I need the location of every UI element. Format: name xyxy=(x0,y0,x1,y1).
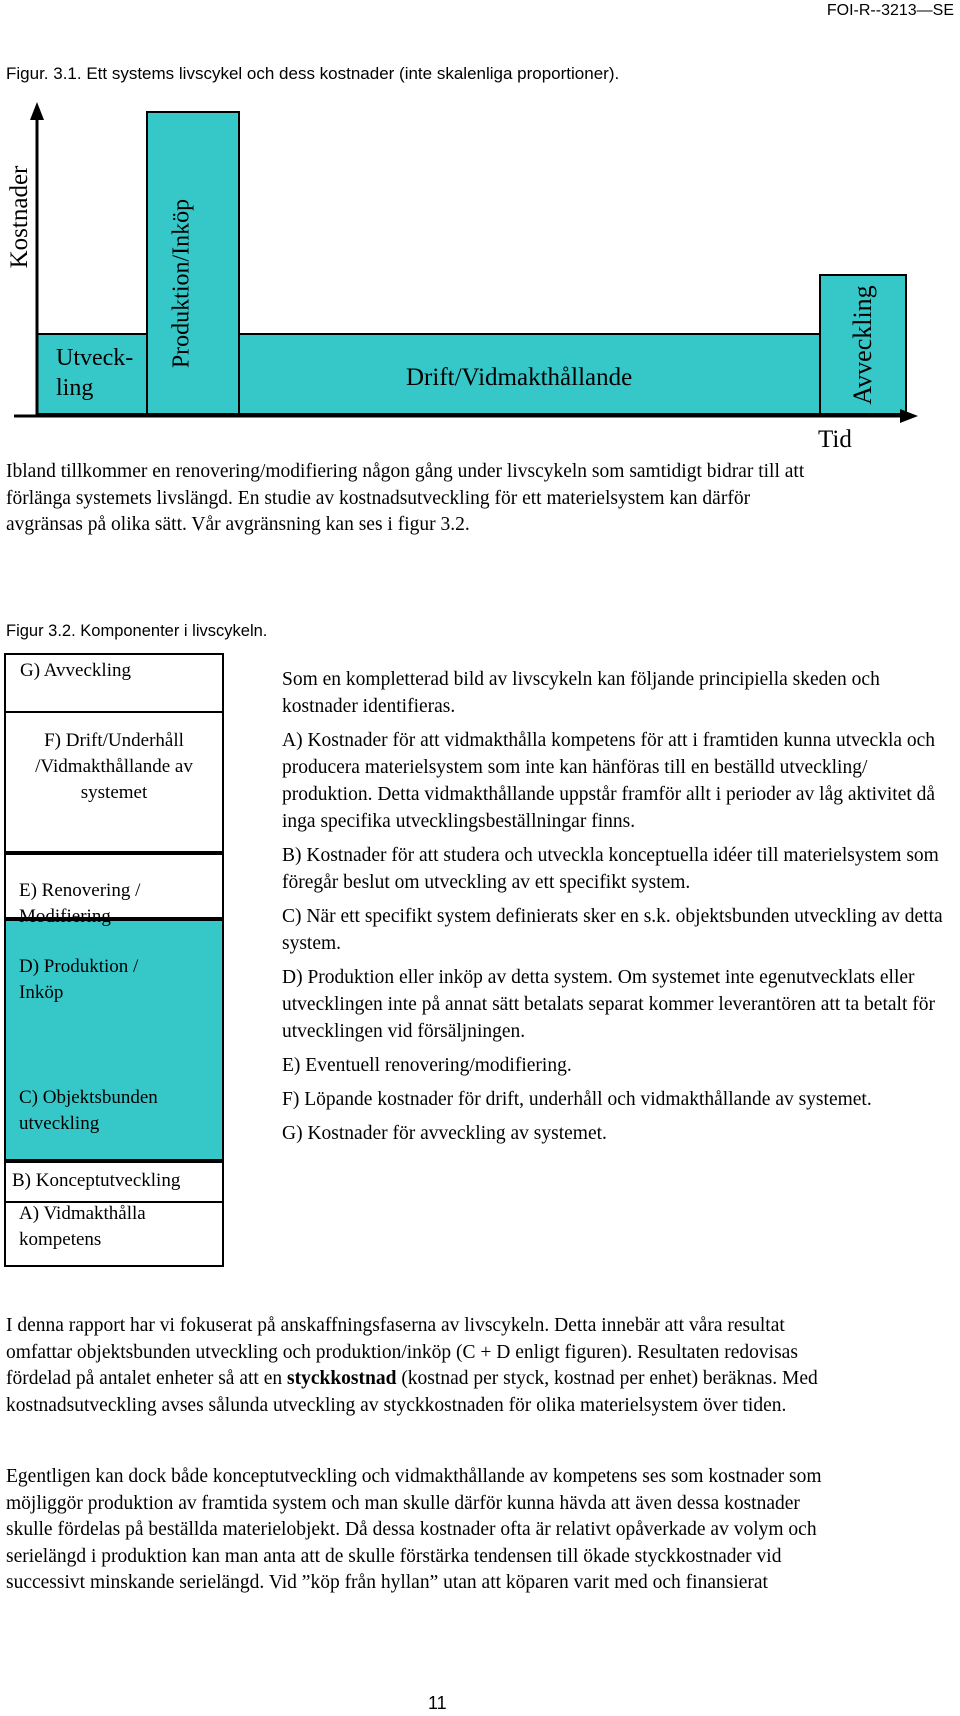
description-f xyxy=(282,1086,957,1113)
page-number: 11 xyxy=(428,1693,447,1713)
component-c-label: C) Objektsbunden utveckling xyxy=(19,1087,158,1134)
description-c-key: C) xyxy=(282,906,302,927)
description-g-text: Kostnader för avveckling av systemet. xyxy=(302,1123,607,1144)
phase-produktion-label: Produktion/Inköp xyxy=(168,198,195,369)
description-d-text: Produktion eller inköp av detta system. Om systemet inte egenutvecklats eller utvecklingen inte på annat sätt betalats separat kommer leverantören att ta betalt för utvecklingen vid försäljningen. xyxy=(282,967,935,1042)
description-g xyxy=(282,1120,957,1147)
description-c xyxy=(282,903,957,957)
component-b-label: B) Konceptutveckling xyxy=(12,1170,181,1191)
descriptions-intro: Som en kompletterad bild av livscykeln kan följande principiella skeden och kostnader identifieras. xyxy=(282,669,880,717)
x-axis-arrow-icon xyxy=(900,409,918,423)
component-g-label: G) Avveckling xyxy=(20,660,131,681)
y-axis-label: Kostnader xyxy=(6,165,33,269)
description-e-key: E) xyxy=(282,1055,301,1076)
phase-avveckling-label: Avveckling xyxy=(848,285,877,405)
paragraph-concept: Egentligen kan dock både konceptutveckling och vidmakthållande av kompetens ses som kostnader som möjliggör produktion av framtida system och man skulle därför kunna hävda att även dessa kostnader skulle fördelas på beställda materielobjekt. Då dessa kostnader ofta är relativt opåverkade av volym och serielängd i produktion kan man anta att de skulle förstärka tendensen till ökade styckkostnader vid successivt minskande serielängd. Vid ”köp från hyllan” utan att köparen varit med och finansierat xyxy=(6,1466,822,1593)
description-e-text: Eventuell renovering/modifiering. xyxy=(300,1055,572,1076)
description-a xyxy=(282,727,957,835)
phase-utveckling-label-line1: Utveck- xyxy=(56,345,134,371)
component-descriptions xyxy=(282,666,957,1154)
document-code: FOI-R--3213—SE xyxy=(826,2,954,19)
x-axis-label: Tid xyxy=(818,426,852,453)
paragraph-focus-part1: I denna rapport har vi fokuserat på anskaffningsfaserna av livscykeln. Detta innebär att våra resultat omfattar objektsbunden utveckling och produktion/inköp (C + D enligt figuren). Resultaten redovisas fördelad på antalet enheter så att en xyxy=(6,1315,798,1389)
description-e xyxy=(282,1052,957,1079)
phase-drift-label: Drift/Vidmakthållande xyxy=(406,364,633,391)
figure2-caption: Figur 3.2. Komponenter i livscykeln. xyxy=(6,622,268,640)
description-b-text: Kostnader för att studera och utveckla konceptuella idéer till materielsystem som föregår beslut om utveckling av ett specifikt system. xyxy=(282,845,939,893)
description-f-text: Löpande kostnader för drift, underhåll och vidmakthållande av systemet. xyxy=(299,1089,872,1110)
paragraph-focus xyxy=(6,1313,836,1419)
y-axis-arrow-icon xyxy=(30,102,44,120)
description-g-key: G) xyxy=(282,1123,303,1144)
phase-utveckling-label xyxy=(56,343,133,403)
description-a-text: Kostnader för att vidmakthålla kompetens för att i framtiden kunna utveckla och producera materielsystem som inte kan hänföras till en beställd utveckling/ produktion. Detta vidmakthållande uppstår framför allt i perioder av låg aktivitet då inga specifika utvecklingsbeställningar finns. xyxy=(282,730,936,832)
lifecycle-diagram-svg xyxy=(0,100,960,460)
paragraph-focus-part2: (kostnad per styck, kostnad per enhet) beräknas. Med kostnadsutveckling avses sålunda utveckling av styckkostnaden för olika materielsystem över tiden. xyxy=(6,1368,818,1416)
description-c-text: När ett specifikt system definierats sker en s.k. objektsbunden utveckling av detta system. xyxy=(282,906,943,954)
paragraph-intro: Ibland tillkommer en renovering/modifiering någon gång under livscykeln som samtidigt bidrar till att förlänga systemets livslängd. En studie av kostnadsutveckling för ett materielsystem kan därför avgränsas på olika sätt. Vår avgränsning kan ses i figur 3.2. xyxy=(6,461,805,535)
component-a-label: A) Vidmakthålla kompetens xyxy=(19,1203,146,1250)
paragraph-focus-bold-term: styckkostnad xyxy=(286,1368,397,1389)
description-d xyxy=(282,964,957,1045)
description-f-key: F) xyxy=(282,1089,300,1110)
figure1-caption: Figur. 3.1. Ett systems livscykel och dess kostnader (inte skalenliga proportioner). xyxy=(6,64,620,83)
component-f-label: F) Drift/Underhåll /Vidmakthållande av systemet xyxy=(35,730,193,803)
description-a-key: A) xyxy=(282,730,303,751)
phase-utveckling-label-line2: ling xyxy=(56,375,94,401)
component-stack xyxy=(0,650,240,1270)
component-e-label: E) Renovering / Modifiering xyxy=(19,880,141,927)
component-d-label: D) Produktion / Inköp xyxy=(19,956,139,1003)
description-b-key: B) xyxy=(282,845,302,866)
description-b xyxy=(282,842,957,896)
description-d-key: D) xyxy=(282,967,303,988)
lifecycle-cost-diagram xyxy=(0,100,960,460)
